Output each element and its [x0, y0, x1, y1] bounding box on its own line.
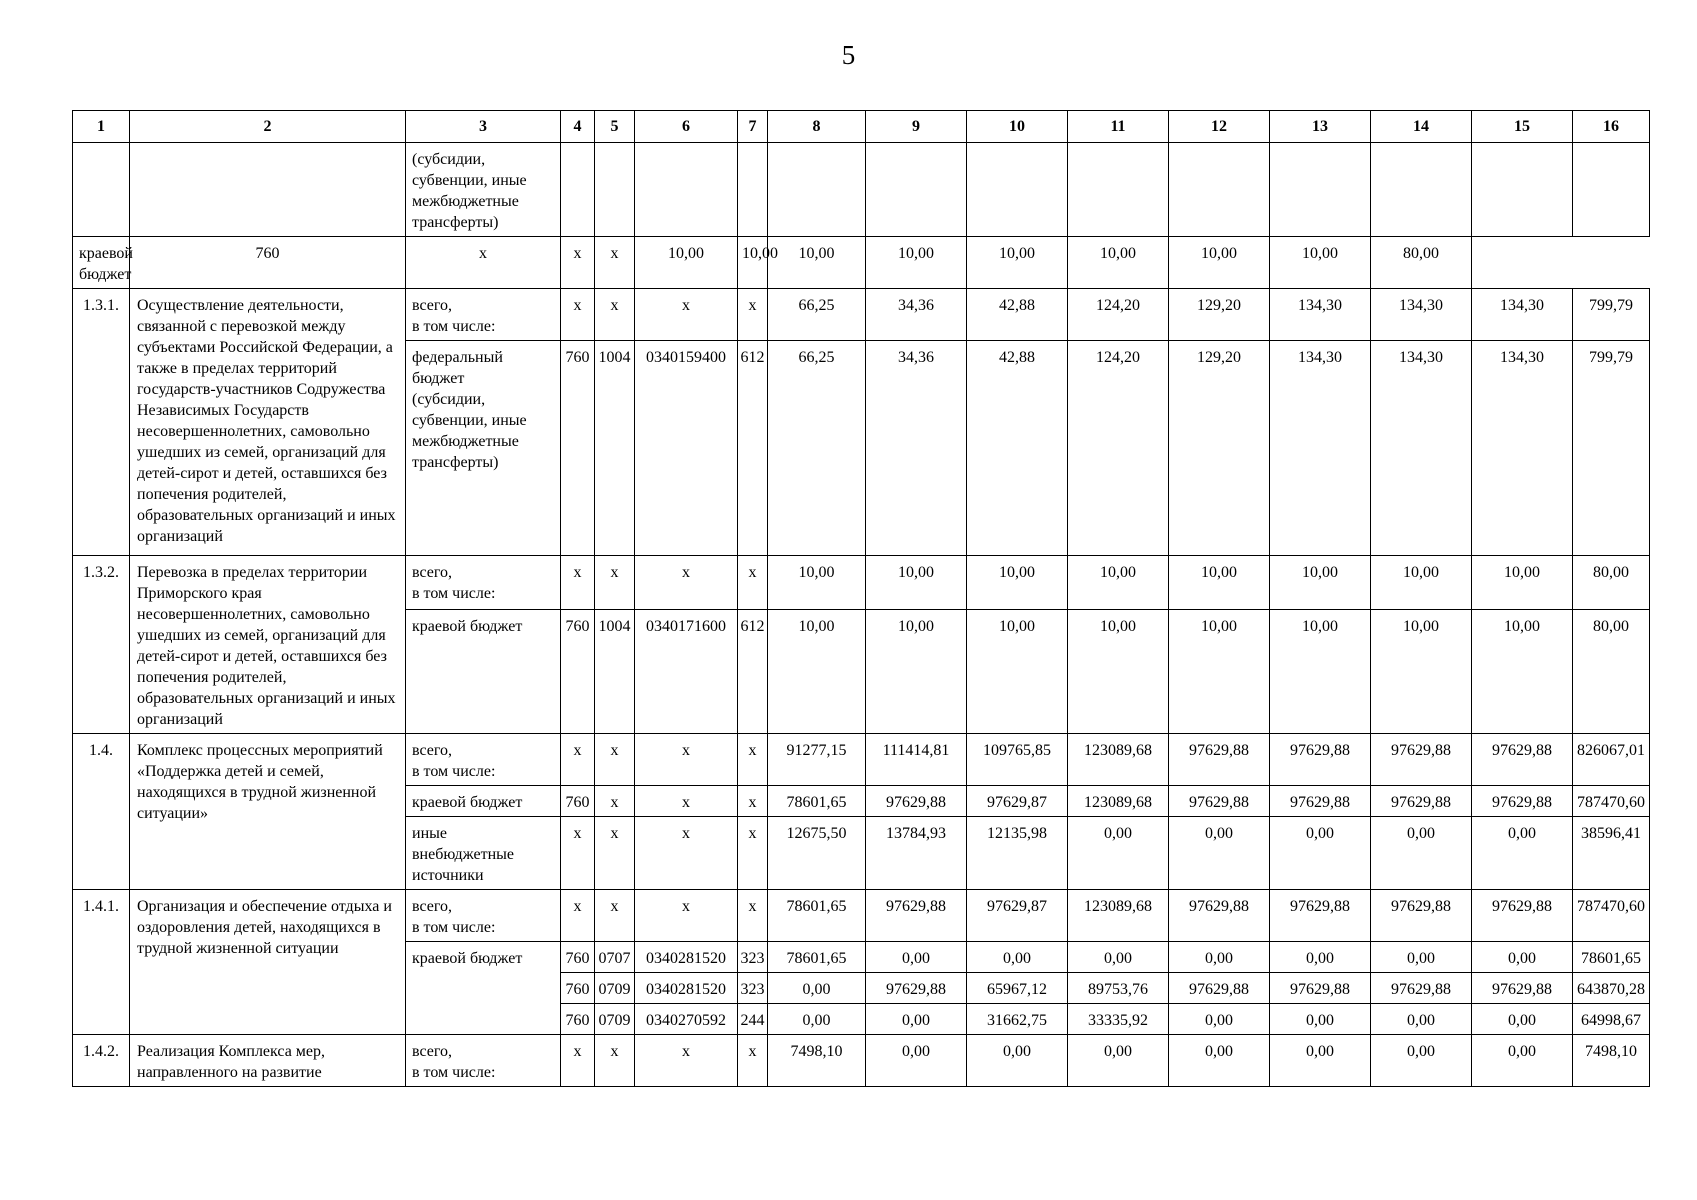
value-year: 123089,68: [1068, 890, 1169, 942]
value-year: 10,00: [967, 610, 1068, 734]
value-year: 0,00: [1270, 1004, 1371, 1035]
value-year: 31662,75: [967, 1004, 1068, 1035]
funding-source-line: федеральный: [412, 349, 503, 366]
row-number: 1.3.2.: [73, 556, 130, 734]
code-ministry: [561, 143, 595, 237]
value-year: 13784,93: [866, 817, 967, 890]
value-year: 124,20: [1068, 341, 1169, 556]
code-section: 0709: [595, 973, 635, 1004]
code-target-item: [635, 143, 738, 237]
activity-name: [130, 143, 406, 237]
value-year: 10,00: [1371, 556, 1472, 610]
funding-source-line: (субсидии,: [412, 151, 486, 168]
code-section: x: [595, 734, 635, 786]
value-year: 0,00: [866, 1004, 967, 1035]
code-target-item: 0340270592: [635, 1004, 738, 1035]
value-total: 78601,65: [1573, 942, 1650, 973]
value-year: 97629,87: [967, 890, 1068, 942]
value-year: 0,00: [1472, 1035, 1573, 1087]
value-year: 0,00: [1169, 817, 1270, 890]
table-row: [73, 1035, 1650, 1087]
code-target-item: x: [635, 1035, 738, 1087]
code-section: x: [595, 289, 635, 341]
value-year: 134,30: [1270, 289, 1371, 341]
value-year: 97629,88: [1371, 786, 1472, 817]
code-expense-type: 323: [738, 973, 768, 1004]
value-year: 10,00: [866, 237, 967, 289]
code-expense-type: x: [595, 237, 635, 289]
code-ministry: x: [561, 556, 595, 610]
funding-source: [406, 786, 561, 817]
table-header-row: [73, 111, 1650, 143]
value-year: 97629,87: [967, 786, 1068, 817]
value-year: 97629,88: [866, 786, 967, 817]
value-year: 0,00: [1371, 1035, 1472, 1087]
value-year: 10,00: [1472, 610, 1573, 734]
funding-source-line: в том числе:: [412, 585, 496, 602]
value-year: 0,00: [1270, 942, 1371, 973]
funding-source: [406, 942, 561, 1035]
value-year: 10,00: [768, 610, 866, 734]
code-target-item: 0340171600: [635, 610, 738, 734]
value-year: 0,00: [1472, 942, 1573, 973]
funding-source-line: межбюджетные: [412, 433, 519, 450]
value-year: 12675,50: [768, 817, 866, 890]
code-section: x: [595, 890, 635, 942]
funding-source-line: всего,: [412, 898, 453, 915]
code-expense-type: x: [738, 890, 768, 942]
funding-source-line: краевой бюджет: [412, 618, 523, 636]
value-year: 34,36: [866, 341, 967, 556]
value-total: 826067,01: [1573, 734, 1650, 786]
value-year: 97629,88: [1472, 786, 1573, 817]
value-total: 80,00: [1573, 610, 1650, 734]
value-year: 134,30: [1270, 341, 1371, 556]
table-row: [73, 556, 1650, 610]
value-year: 10,00: [1068, 610, 1169, 734]
value-year: 129,20: [1169, 341, 1270, 556]
value-year: 0,00: [1169, 1004, 1270, 1035]
value-year: 97629,88: [1472, 973, 1573, 1004]
code-section: [595, 143, 635, 237]
column-header: 9: [866, 111, 967, 143]
funding-source-line: иные: [412, 825, 447, 842]
value-year: 0,00: [1472, 817, 1573, 890]
value-year: 123089,68: [1068, 786, 1169, 817]
code-ministry: 760: [561, 786, 595, 817]
value-year: 124,20: [1068, 289, 1169, 341]
funding-source: [406, 341, 561, 556]
value-year: 78601,65: [768, 890, 866, 942]
value-year: 123089,68: [1068, 734, 1169, 786]
funding-source-line: бюджет: [412, 370, 465, 387]
funding-source-line: краевой бюджет: [412, 950, 523, 967]
value-year: 10,00: [1270, 237, 1371, 289]
funding-source: [406, 890, 561, 942]
value-year: 97629,88: [1371, 734, 1472, 786]
value-year: 0,00: [1371, 942, 1472, 973]
value-year: 10,00: [1068, 237, 1169, 289]
code-expense-type: x: [738, 556, 768, 610]
funding-source-line: субвенции, иные: [412, 412, 527, 429]
value-year: [1270, 143, 1371, 237]
value-year: 109765,85: [967, 734, 1068, 786]
funding-source: [406, 817, 561, 890]
column-header: 15: [1472, 111, 1573, 143]
table-row: [73, 734, 1650, 786]
value-total: [1573, 143, 1650, 237]
code-ministry: x: [561, 1035, 595, 1087]
value-year: 91277,15: [768, 734, 866, 786]
funding-source-line: в том числе:: [412, 763, 496, 780]
code-target-item: x: [635, 786, 738, 817]
value-year: 134,30: [1371, 341, 1472, 556]
funding-source-line: в том числе:: [412, 919, 496, 936]
value-year: 0,00: [967, 942, 1068, 973]
budget-table: [72, 110, 1650, 1087]
value-year: 89753,76: [1068, 973, 1169, 1004]
value-year: 97629,88: [1169, 890, 1270, 942]
code-target-item: x: [635, 890, 738, 942]
column-header: 4: [561, 111, 595, 143]
funding-source: [406, 734, 561, 786]
value-year: 97629,88: [1270, 734, 1371, 786]
column-header: 6: [635, 111, 738, 143]
value-year: 10,00: [1169, 610, 1270, 734]
code-expense-type: x: [738, 786, 768, 817]
value-year: 65967,12: [967, 973, 1068, 1004]
funding-source: [406, 143, 561, 237]
value-year: 97629,88: [866, 890, 967, 942]
value-total: 787470,60: [1573, 890, 1650, 942]
value-total: 38596,41: [1573, 817, 1650, 890]
value-year: 10,00: [1169, 237, 1270, 289]
funding-source-line: краевой бюджет: [79, 245, 133, 283]
value-year: 0,00: [1068, 942, 1169, 973]
value-year: 10,00: [635, 237, 738, 289]
value-year: 33335,92: [1068, 1004, 1169, 1035]
code-target-item: 0340159400: [635, 341, 738, 556]
value-year: 97629,88: [1169, 734, 1270, 786]
value-year: 10,00: [967, 556, 1068, 610]
value-total: 799,79: [1573, 289, 1650, 341]
funding-source: [406, 610, 561, 734]
code-section: 1004: [595, 610, 635, 734]
value-total: 643870,28: [1573, 973, 1650, 1004]
code-ministry: x: [561, 734, 595, 786]
table-row: [73, 237, 1650, 289]
code-expense-type: x: [738, 734, 768, 786]
code-ministry: 760: [561, 1004, 595, 1035]
code-ministry: 760: [130, 237, 406, 289]
value-year: 97629,88: [1472, 734, 1573, 786]
funding-source-line: краевой бюджет: [412, 794, 523, 811]
page-number: 5: [841, 40, 856, 70]
value-year: 0,00: [1472, 1004, 1573, 1035]
row-number: [73, 143, 130, 237]
value-year: 10,00: [1270, 610, 1371, 734]
column-header: 11: [1068, 111, 1169, 143]
value-year: 0,00: [1270, 1035, 1371, 1087]
funding-source-line: (субсидии,: [412, 391, 486, 408]
column-header: 10: [967, 111, 1068, 143]
code-ministry: 760: [561, 610, 595, 734]
row-number: 1.4.1.: [73, 890, 130, 1035]
value-year: 97629,88: [1169, 973, 1270, 1004]
row-number: 1.3.1.: [73, 289, 130, 556]
value-year: 97629,88: [1169, 786, 1270, 817]
code-expense-type: 244: [738, 1004, 768, 1035]
activity-name: Перевозка в пределах территории Приморского края несовершеннолетних, самовольно ушедших из семей, организаций для детей-сирот и детей, оставшихся без попечения родителей, образовательных организаций и иных организаций: [130, 556, 406, 734]
code-target-item: 0340281520: [635, 973, 738, 1004]
table-row: [73, 890, 1650, 942]
code-section: 0709: [595, 1004, 635, 1035]
code-section: x: [595, 1035, 635, 1087]
code-ministry: 760: [561, 942, 595, 973]
value-total: 80,00: [1371, 237, 1472, 289]
code-expense-type: 323: [738, 942, 768, 973]
value-year: 111414,81: [866, 734, 967, 786]
funding-source: [406, 289, 561, 341]
value-year: 97629,88: [866, 973, 967, 1004]
funding-source: [73, 237, 133, 289]
column-header: 3: [406, 111, 561, 143]
code-target-item: x: [561, 237, 595, 289]
value-year: 134,30: [1371, 289, 1472, 341]
code-section: 0707: [595, 942, 635, 973]
value-year: 42,88: [967, 289, 1068, 341]
column-header: 14: [1371, 111, 1472, 143]
value-total: 799,79: [1573, 341, 1650, 556]
value-year: 42,88: [967, 341, 1068, 556]
funding-source-line: всего,: [412, 297, 453, 314]
value-year: 0,00: [1068, 1035, 1169, 1087]
value-year: [866, 143, 967, 237]
value-year: [1068, 143, 1169, 237]
value-year: 10,00: [1068, 556, 1169, 610]
value-total: 64998,67: [1573, 1004, 1650, 1035]
value-year: 97629,88: [1270, 973, 1371, 1004]
value-year: 0,00: [768, 1004, 866, 1035]
value-year: 0,00: [967, 1035, 1068, 1087]
value-year: 0,00: [866, 942, 967, 973]
value-year: 34,36: [866, 289, 967, 341]
row-number: 1.4.: [73, 734, 130, 890]
value-year: [967, 143, 1068, 237]
code-section: 1004: [595, 341, 635, 556]
code-section: x: [595, 817, 635, 890]
value-total: 80,00: [1573, 556, 1650, 610]
funding-source-line: всего,: [412, 564, 453, 581]
funding-source-line: в том числе:: [412, 1064, 496, 1081]
value-year: 10,00: [1270, 556, 1371, 610]
value-year: 0,00: [1371, 1004, 1472, 1035]
code-target-item: x: [635, 556, 738, 610]
funding-source-line: в том числе:: [412, 318, 496, 335]
value-year: 78601,65: [768, 942, 866, 973]
value-year: 0,00: [1169, 942, 1270, 973]
value-year: 10,00: [738, 237, 768, 289]
column-header: 16: [1573, 111, 1650, 143]
value-year: 0,00: [1068, 817, 1169, 890]
value-year: 10,00: [768, 556, 866, 610]
code-ministry: 760: [561, 973, 595, 1004]
value-year: [1472, 143, 1573, 237]
code-target-item: x: [635, 289, 738, 341]
value-year: 97629,88: [1371, 973, 1472, 1004]
code-ministry: 760: [561, 341, 595, 556]
funding-source: [406, 1035, 561, 1087]
code-ministry: x: [561, 890, 595, 942]
funding-source-line: всего,: [412, 742, 453, 759]
code-ministry: x: [561, 289, 595, 341]
table-row: [73, 143, 1650, 237]
value-year: 134,30: [1472, 341, 1573, 556]
value-year: [768, 143, 866, 237]
funding-source-line: внебюджетные: [412, 846, 514, 863]
code-target-item: x: [635, 734, 738, 786]
value-year: 10,00: [1169, 556, 1270, 610]
code-section: x: [595, 556, 635, 610]
code-expense-type: 612: [738, 341, 768, 556]
value-year: [1169, 143, 1270, 237]
column-header: 7: [738, 111, 768, 143]
value-year: 66,25: [768, 341, 866, 556]
value-year: 97629,88: [1270, 786, 1371, 817]
code-expense-type: 612: [738, 610, 768, 734]
funding-source-line: источники: [412, 867, 484, 884]
funding-source-line: межбюджетные: [412, 193, 519, 210]
value-year: 10,00: [866, 610, 967, 734]
value-year: 12135,98: [967, 817, 1068, 890]
activity-name: Организация и обеспечение отдыха и оздоровления детей, находящихся в трудной жизненной ситуации: [130, 890, 406, 1035]
activity-name: Комплекс процессных мероприятий «Поддержка детей и семей, находящихся в трудной жизненной ситуации»: [130, 734, 406, 890]
value-total: 7498,10: [1573, 1035, 1650, 1087]
value-year: 0,00: [1270, 817, 1371, 890]
funding-source-line: трансферты): [412, 454, 499, 471]
funding-source-line: субвенции, иные: [412, 172, 527, 189]
column-header: 2: [130, 111, 406, 143]
value-year: 0,00: [768, 973, 866, 1004]
value-year: 10,00: [768, 237, 866, 289]
activity-name: Реализация Комплекса мер, направленного на развитие: [130, 1035, 406, 1087]
value-year: 10,00: [967, 237, 1068, 289]
value-year: 129,20: [1169, 289, 1270, 341]
row-number: 1.4.2.: [73, 1035, 130, 1087]
value-year: 134,30: [1472, 289, 1573, 341]
funding-source-line: трансферты): [412, 214, 499, 231]
code-expense-type: x: [738, 817, 768, 890]
code-target-item: x: [635, 817, 738, 890]
column-header: 5: [595, 111, 635, 143]
funding-source: [406, 556, 561, 610]
code-expense-type: x: [738, 1035, 768, 1087]
activity-name: Осуществление деятельности, связанной с перевозкой между субъектами Российской Федерации, а также в пределах территорий государств-участников Содружества Независимых Государств несовершеннолетних, самовольно ушедших из семей, организаций для детей-сирот и детей, оставшихся без попечения родителей, образовательных организаций и иных организаций: [130, 289, 406, 556]
code-expense-type: [738, 143, 768, 237]
funding-source-line: всего,: [412, 1043, 453, 1060]
value-year: 97629,88: [1472, 890, 1573, 942]
value-year: 78601,65: [768, 786, 866, 817]
code-section: x: [595, 786, 635, 817]
table-row: [73, 289, 1650, 341]
code-expense-type: x: [738, 289, 768, 341]
value-year: 97629,88: [1270, 890, 1371, 942]
value-year: 10,00: [1371, 610, 1472, 734]
value-year: 97629,88: [1371, 890, 1472, 942]
value-year: 7498,10: [768, 1035, 866, 1087]
value-year: 10,00: [1472, 556, 1573, 610]
column-header: 1: [73, 111, 130, 143]
column-header: 8: [768, 111, 866, 143]
value-total: 787470,60: [1573, 786, 1650, 817]
column-header: 12: [1169, 111, 1270, 143]
code-section: x: [406, 237, 561, 289]
code-target-item: 0340281520: [635, 942, 738, 973]
value-year: [1371, 143, 1472, 237]
value-year: 0,00: [1371, 817, 1472, 890]
value-year: 10,00: [866, 556, 967, 610]
code-ministry: x: [561, 817, 595, 890]
value-year: 0,00: [866, 1035, 967, 1087]
value-year: 66,25: [768, 289, 866, 341]
value-year: 0,00: [1169, 1035, 1270, 1087]
column-header: 13: [1270, 111, 1371, 143]
